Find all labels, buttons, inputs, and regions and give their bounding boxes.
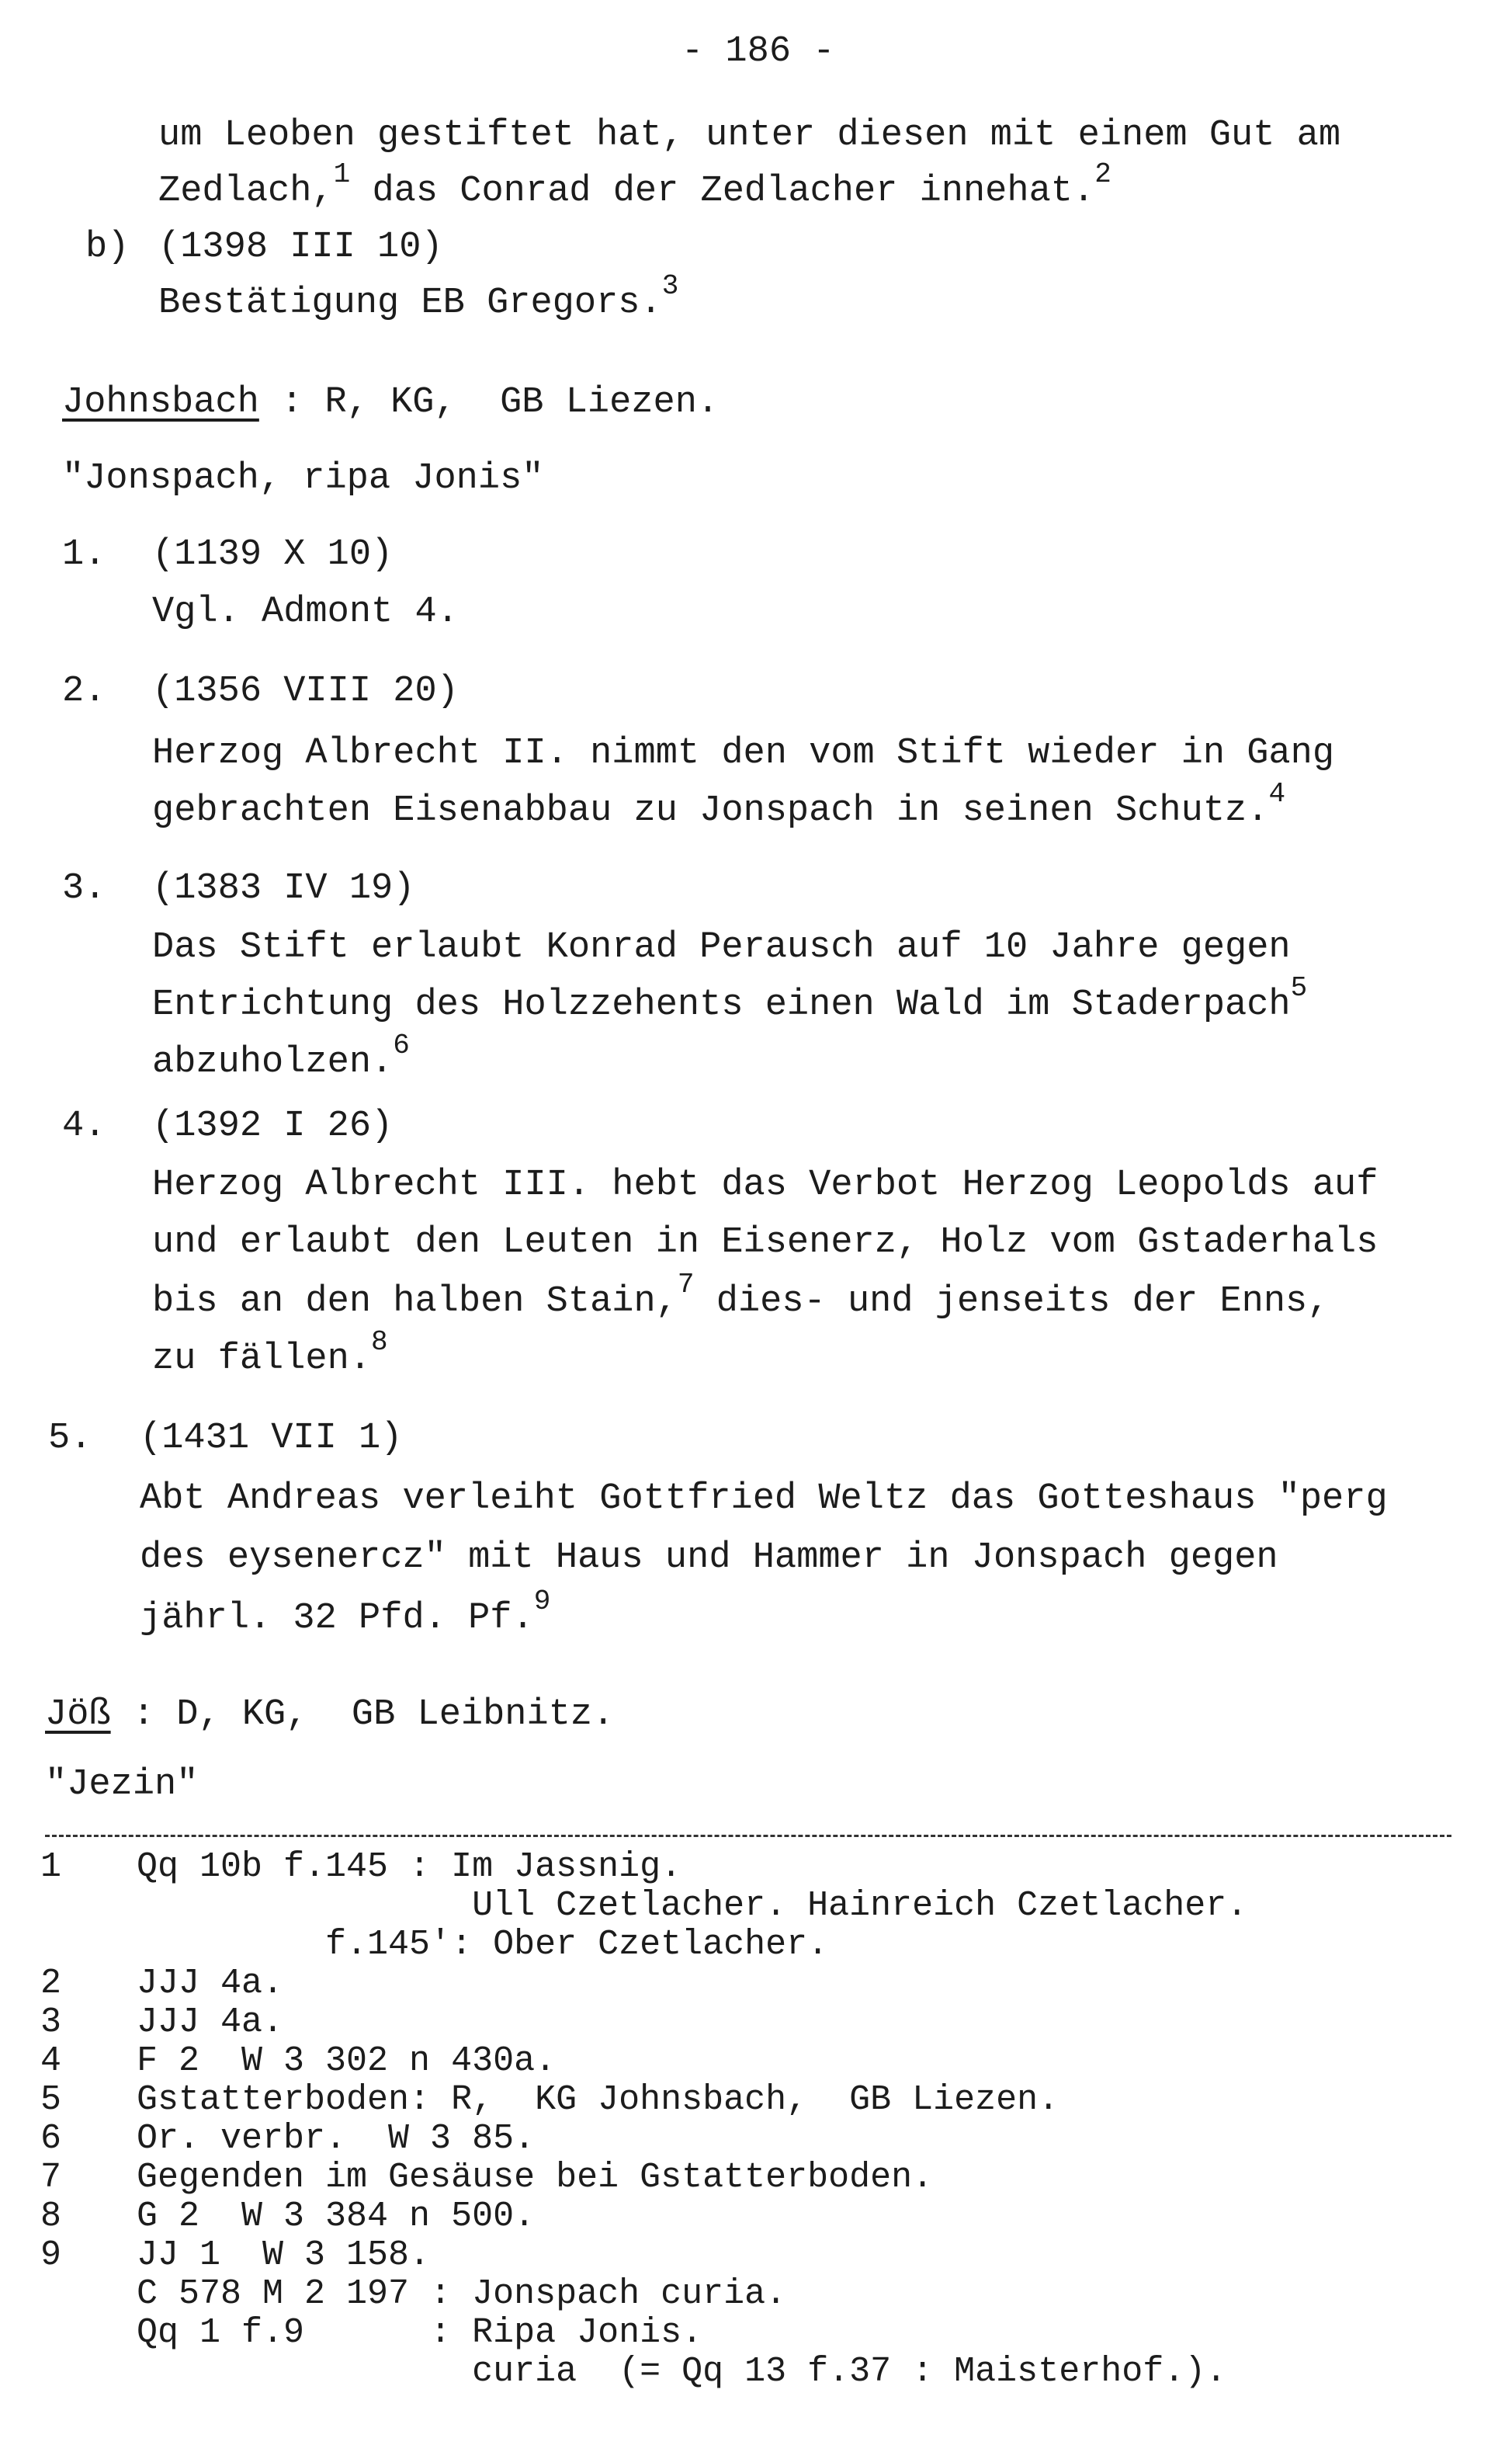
footnote-text: Or. verbr. W 3 85. xyxy=(137,2119,536,2158)
footnote-ref: 6 xyxy=(393,1030,410,1061)
text-line: Bestätigung EB Gregors.$^3$ xyxy=(158,270,679,324)
place-heading: Johnsbach : R, KG, GB Liezen. xyxy=(62,382,720,423)
footnote-text: f.145': Ober Czetlacher. xyxy=(137,1925,829,1964)
entry-date: (1431 VII 1) xyxy=(140,1418,403,1459)
text-line: abzuholzen.$^6$ xyxy=(152,1030,410,1083)
text-line: Vgl. Admont 4. xyxy=(152,592,459,633)
footnote-number: 5 xyxy=(40,2080,62,2120)
place-forms: "Jezin" xyxy=(45,1764,199,1805)
footnote-ref: 9 xyxy=(533,1585,551,1617)
footnote-number: 1 xyxy=(40,1847,62,1887)
footnote-text: JJ 1 W 3 158. xyxy=(137,2235,431,2275)
footnote-number: 3 xyxy=(40,2002,62,2042)
footnote-text: C 578 M 2 197 : Jonspach curia. xyxy=(137,2274,787,2314)
text-line: Das Stift erlaubt Konrad Perausch auf 10 Jahre gegen xyxy=(152,927,1291,968)
footnote-divider xyxy=(45,1835,1451,1837)
footnote-ref: 4 xyxy=(1268,778,1286,810)
footnote-text: G 2 W 3 384 n 500. xyxy=(137,2197,536,2236)
entry-number: 3. xyxy=(62,868,106,909)
text-line: Entrichtung des Holzzehents einen Wald im Staderpach$^5$ xyxy=(152,972,1308,1026)
footnote-number: 8 xyxy=(40,2197,62,2236)
place-name: Johnsbach xyxy=(62,382,259,423)
footnote-text: Gstatterboden: R, KG Johnsbach, GB Liezen. xyxy=(137,2080,1059,2120)
footnote-number: 4 xyxy=(40,2041,62,2081)
entry-date: (1392 I 26) xyxy=(152,1106,394,1147)
entry-date: (1356 VIII 20) xyxy=(152,671,459,712)
footnote-text: Qq 10b f.145 : Im Jassnig. xyxy=(137,1847,682,1887)
footnote-ref: 5 xyxy=(1290,972,1308,1004)
text-line: Zedlach,$^1$ das Conrad der Zedlacher innehat.$^2$ xyxy=(158,158,1111,212)
entry-number: 1. xyxy=(62,534,106,575)
entry-label: b) xyxy=(85,227,130,268)
text-line: Herzog Albrecht III. hebt das Verbot Herzog Leopolds auf xyxy=(152,1165,1378,1206)
place-heading: Jöß : D, KG, GB Leibnitz. xyxy=(45,1694,615,1735)
footnote-ref: 3 xyxy=(661,270,679,302)
text-line: des eysenercz" mit Haus und Hammer in Jonspach gegen xyxy=(140,1537,1278,1578)
footnote-number: 2 xyxy=(40,1964,62,2003)
footnote-text: F 2 W 3 302 n 430a. xyxy=(137,2041,557,2081)
text-line: gebrachten Eisenabbau zu Jonspach in seinen Schutz.$^4$ xyxy=(152,778,1286,832)
footnote-text: curia (= Qq 13 f.37 : Maisterhof.). xyxy=(137,2352,1227,2391)
entry-date: (1398 III 10) xyxy=(158,227,443,268)
entry-number: 2. xyxy=(62,671,106,712)
footnote-ref: 8 xyxy=(371,1326,388,1358)
text-line: Herzog Albrecht II. nimmt den vom Stift wieder in Gang xyxy=(152,733,1335,774)
footnote-number: 9 xyxy=(40,2235,62,2275)
footnote-text: JJJ 4a. xyxy=(137,2002,284,2042)
footnote-ref: 2 xyxy=(1094,158,1111,190)
footnote-number: 7 xyxy=(40,2158,62,2197)
entry-number: 5. xyxy=(48,1418,92,1459)
text-line: zu fällen.$^8$ xyxy=(152,1326,388,1380)
entry-number: 4. xyxy=(62,1106,106,1147)
entry-date: (1139 X 10) xyxy=(152,534,394,575)
footnote-text: Qq 1 f.9 : Ripa Jonis. xyxy=(137,2313,703,2353)
text-line: und erlaubt den Leuten in Eisenerz, Holz vom Gstaderhals xyxy=(152,1222,1378,1263)
text-line: Abt Andreas verleiht Gottfried Weltz das Gotteshaus "perg xyxy=(140,1478,1388,1519)
footnote-number: 6 xyxy=(40,2119,62,2158)
text-line: jährl. 32 Pfd. Pf.$^9$ xyxy=(140,1585,551,1639)
footnote-text: JJJ 4a. xyxy=(137,1964,284,2003)
footnote-ref: 1 xyxy=(333,158,351,190)
entry-date: (1383 IV 19) xyxy=(152,868,415,909)
footnote-text: Gegenden im Gesäuse bei Gstatterboden. xyxy=(137,2158,934,2197)
footnote-ref: 7 xyxy=(677,1269,695,1301)
footnote-text: Ull Czetlacher. Hainreich Czetlacher. xyxy=(137,1886,1248,1926)
place-name: Jöß xyxy=(45,1694,111,1735)
page-number: - 186 - xyxy=(681,31,835,72)
place-forms: "Jonspach, ripa Jonis" xyxy=(62,458,544,499)
text-line: um Leoben gestiftet hat, unter diesen mit einem Gut am xyxy=(158,115,1341,156)
text-line: bis an den halben Stain,$^7$ dies- und jenseits der Enns, xyxy=(152,1269,1330,1322)
